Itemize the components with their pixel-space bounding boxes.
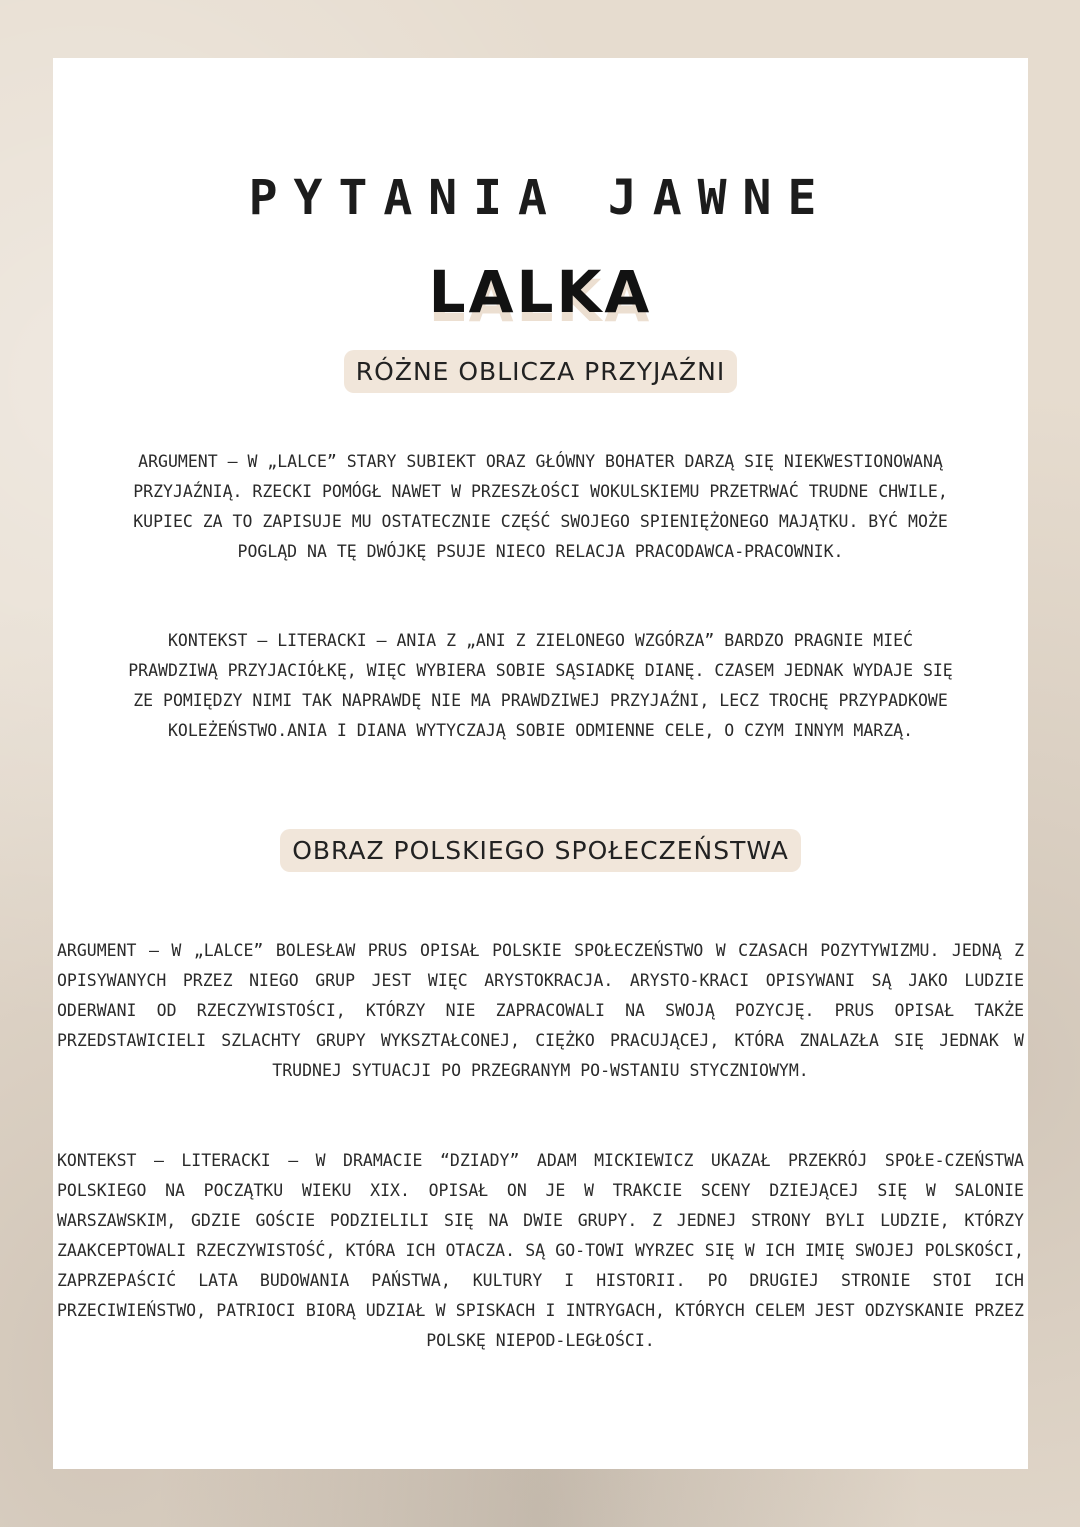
paragraph-context-society: KONTEKST – LITERACKI – W DRAMACIE “DZIADY” ADAM MICKIEWICZ UKAZAŁ PRZEKRÓJ SPOŁE-CZEŃSTWA POLSKIEGO NA POCZĄTKU WIEKU XIX. OPISAŁ ON JE W TRAKCIE SCENY DZIEJĄCEJ SIĘ W SALONIE WARSZAWSKIM, GDZIE GOŚCIE PODZIELILI SIĘ NA DWIE GRUPY. Z JEDNEJ STRONY BYLI LUDZIE, KTÓRZY ZAAKCEPTOWALI RZECZYWISTOŚĆ, KTÓRA ICH OTACZA. SĄ GO-TOWI WYRZEC SIĘ W ICH IMIĘ SWOJEJ POLSKOŚCI, ZAPRZEPAŚCIĆ LATA BUDOWANIA PAŃSTWA, KULTURY I HISTORII. PO DRUGIEJ STRONIE STOI ICH PRZECIWIEŃSTWO, PATRIOCI BIORĄ UDZIAŁ W SPISKACH I INTRYGACH, KTÓRYCH CELEM JEST ODZYSKANIE PRZEZ POLSKĘ NIEPOD-LEGŁOŚCI. — [57, 1151, 1024, 1350]
section-heading-label: OBRAZ POLSKIEGO SPOŁECZEŃSTWA — [280, 829, 801, 872]
page-title: PYTANIA JAWNE — [248, 170, 833, 226]
paragraph-argument-society: ARGUMENT – W „LALCE” BOLESŁAW PRUS OPISAŁ POLSKIE SPOŁECZEŃSTWO W CZASACH POZYTYWIZMU. JEDNĄ Z OPISYWANYCH PRZEZ NIEGO GRUP JEST WIĘC ARYSTOKRACJA. ARYSTO-KRACI OPISYWANI SĄ JAKO LUDZIE ODERWANI OD RZECZYWISTOŚCI, KTÓRZY NIE ZAPRACOWALI NA SWOJĄ POZYCJĘ. PRUS OPISAŁ TAKŻE PRZEDSTAWICIELI SZLACHTY GRUPY WYKSZTAŁCONEJ, CIĘŻKO PRACUJĄCEJ, KTÓRA ZNALAZŁA SIĘ JEDNAK W TRUDNEJ SYTUACJI PO PRZEGRANYM PO-WSTANIU STYCZNIOWYM. — [57, 941, 1024, 1080]
section-heading-society — [53, 829, 1028, 872]
paragraph-argument-friendship: ARGUMENT – W „LALCE” STARY SUBIEKT ORAZ GŁÓWNY BOHATER DARZĄ SIĘ NIEKWESTIONOWANĄ PRZYJAŹNIĄ. RZECKI POMÓGŁ NAWET W PRZESZŁOŚCI WOKULSKIEMU PRZETRWAĆ TRUDNE CHWILE, KUPIEC ZA TO ZAPISUJE MU OSTATECZNIE CZĘŚĆ SWOJEGO SPIENIĘŻONEGO MAJĄTKU. BYĆ MOŻE POGLĄD NA TĘ DWÓJKĘ PSUJE NIECO RELACJA PRACODAWCA-PRACOWNIK. — [133, 452, 948, 561]
section-heading-friendship — [53, 350, 1028, 393]
paragraph-context-friendship: KONTEKST – LITERACKI – ANIA Z „ANI Z ZIELONEGO WZGÓRZA” BARDZO PRAGNIE MIEĆ PRAWDZIWĄ PRZYJACIÓŁKĘ, WIĘC WYBIERA SOBIE SĄSIADKĘ DIANĘ. CZASEM JEDNAK WYDAJE SIĘ ZE POMIĘDZY NIMI TAK NAPRAWDĘ NIE MA PRAWDZIWEJ PRZYJAŹNI, LECZ TROCHĘ PRZYPADKOWE KOLEŻEŃSTWO.ANIA I DIANA WYTYCZAJĄ SOBIE ODMIENNE CELE, O CZYM INNYM MARZĄ. — [128, 631, 953, 740]
document-page — [53, 58, 1028, 1469]
page-subtitle: LALKA — [428, 258, 653, 326]
section-heading-label: RÓŻNE OBLICZA PRZYJAŹNI — [344, 350, 737, 393]
